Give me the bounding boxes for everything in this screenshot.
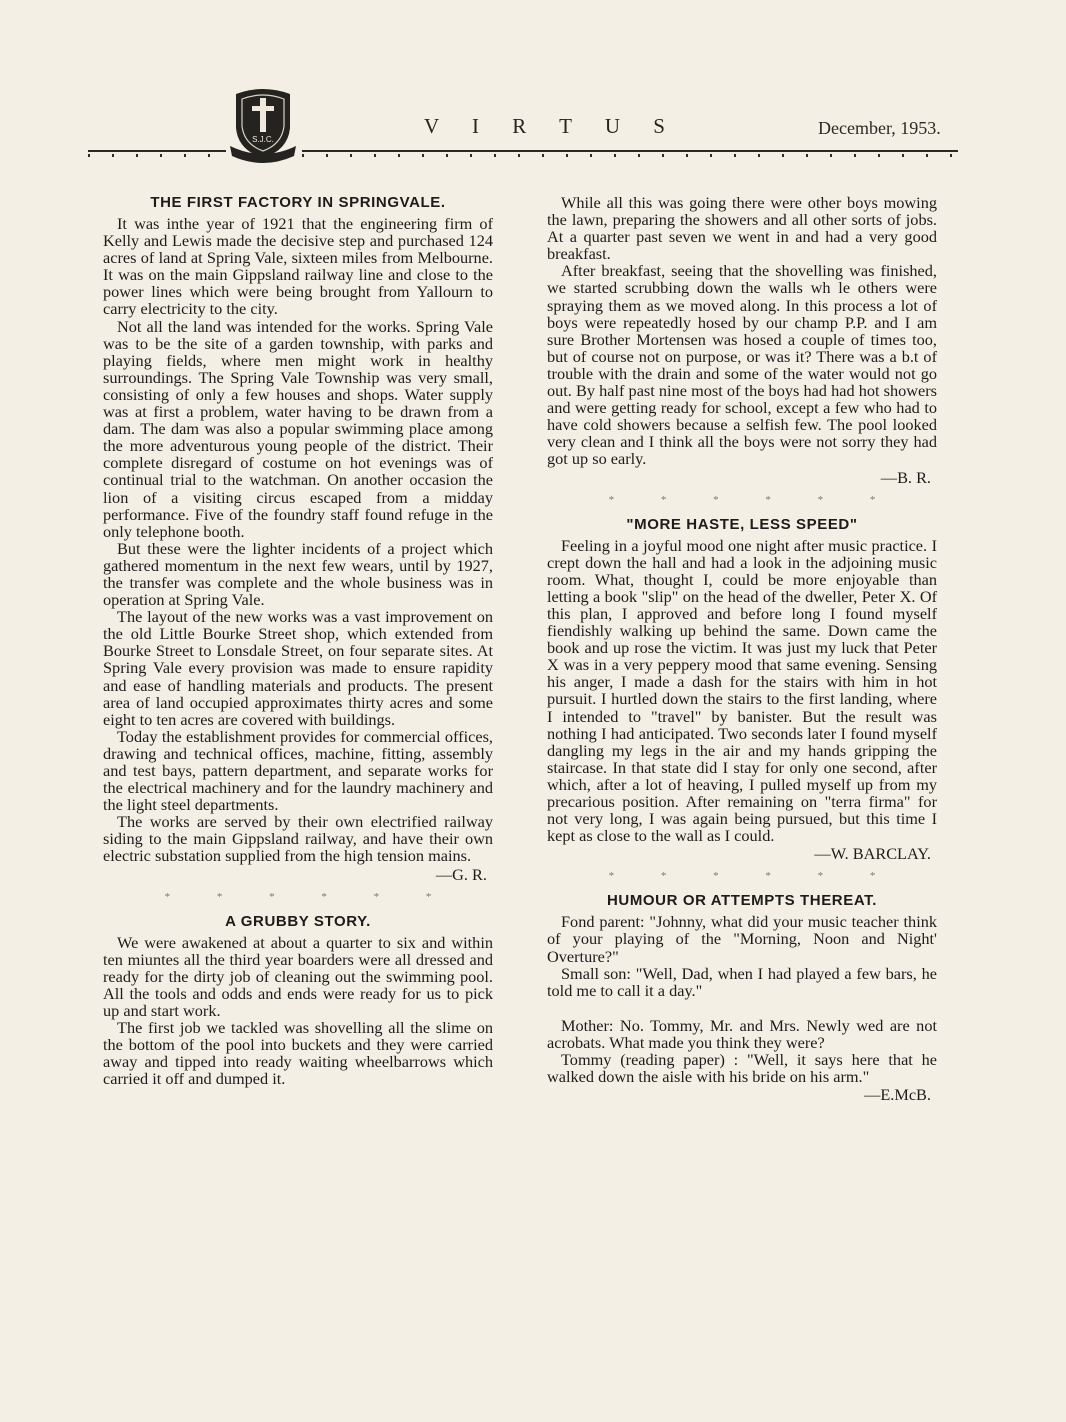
article-first-factory bbox=[103, 194, 493, 883]
author-signature: —W. BARCLAY. bbox=[814, 844, 931, 864]
section-separator: * * * * * * bbox=[608, 870, 898, 883]
article-more-haste bbox=[547, 516, 937, 863]
author-signature: —B. R. bbox=[880, 467, 931, 487]
right-column bbox=[547, 194, 937, 1103]
paragraph: Small son: "Well, Dad, when I had played a few bars, he told me to call it a day." bbox=[547, 963, 937, 1000]
masthead-title: V I R T U S bbox=[424, 114, 679, 138]
svg-text:S.J.C.: S.J.C. bbox=[252, 135, 274, 144]
article-grubby-story bbox=[103, 913, 493, 1088]
paragraph: But these were the lighter incidents of a project which gathered momentum in the next few wears, until by 1927, the transfer was complete and the whole business was in operation at Spring Vale. bbox=[103, 538, 493, 610]
author-signature: —E.McB. bbox=[864, 1085, 931, 1105]
paragraph: Today the establishment provides for commercial offices, drawing and technical offices, machine, fitting, assembly and test bays, pattern department, and separate works for the electrical machinery and for the laundry machinery and the light steel departments. bbox=[103, 726, 493, 815]
paragraph: Fond parent: "Johnny, what did your music teacher think of your playing of the "Morning, Noon and Night' Overture?" bbox=[547, 912, 937, 966]
article-title: "MORE HASTE, LESS SPEED" bbox=[626, 515, 858, 533]
paragraph: Mother: No. Tommy, Mr. and Mrs. Newly wed are not acrobats. What made you think they were? bbox=[547, 1015, 937, 1052]
masthead-rule-right bbox=[302, 150, 958, 152]
issue-date: December, 1953. bbox=[818, 118, 941, 138]
paragraph: Tommy (reading paper) : "Well, it says here that he walked down the aisle with his bride on his arm." bbox=[547, 1050, 937, 1087]
author-signature: —G. R. bbox=[435, 864, 487, 884]
paragraph: It was inthe year of 1921 that the engineering firm of Kelly and Lewis made the decisive step and purchased 124 acres of land at Spring Vale, sixteen miles from Melbourne. It was on the main Gippsland railway line and close to the power lines which were being brought from Yallourn to carry electricity to the city. bbox=[103, 214, 493, 319]
article-title: THE FIRST FACTORY IN SPRINGVALE. bbox=[150, 194, 446, 211]
paragraph: The first job we tackled was shovelling all the slime on the bottom of the pool into buckets and they were carried away and tipped into ready waiting wheelbarrows which carried it off and dumped it. bbox=[103, 1018, 493, 1089]
paragraph: We were awakened at about a quarter to six and within ten miuntes all the third year boarders were all dressed and ready for the dirty job of cleaning out the swimming pool. All the tools and odds and ends were ready for us to pick up and start work. bbox=[103, 932, 493, 1021]
spacer bbox=[547, 999, 937, 1017]
article-humour bbox=[547, 892, 937, 1103]
masthead bbox=[88, 84, 958, 170]
left-column bbox=[103, 194, 493, 1088]
paragraph: Feeling in a joyful mood one night after music practice. I crept down the hall and had a look in the adjoining music room. What, thought I, could be more enjoyable than letting a book "slip" on the head of the dweller, Peter X. Of this plan, I approved and before long I found myself fiendishly walking up behind the same. Down came the book and up rose the victim. It was just my luck that Peter X was in a very peppery mood that same evening. Sensing his anger, I made a dash for the stairs with him in hot pursuit. I hurtled down the stairs to the first landing, where I intended to "travel" by banister. But the result was nothing I had anticipated. Two seconds later I found myself dangling my legs in the air and my hands gripping the staircase. In that state did I stay for only one second, after which, after a lot of heaving, I pulled myself up from my precarious position. After remaining on "terra firma" for not very long, I was again being pursued, but this time I kept as close to the wall as I could. bbox=[547, 535, 937, 846]
article-grubby-story-continued bbox=[547, 194, 937, 486]
masthead-rule-left bbox=[88, 150, 226, 152]
paragraph: Not all the land was intended for the works. Spring Vale was to be the site of a garden township, with parks and playing fields, where men might work in healthy surroundings. The Spring Vale Township was very small, consisting of only a few houses and shops. Water supply was at first a problem, water having to be drawn from a dam. The dam was also a popular swimming place among the more adventurous young people of the district. Their complete disregard of costume on hot evenings was of continual trial to the watchman. On another occasion the lion of a visiting circus escaped from a midday performance. Five of the foundry staff found refuge in the only telephone booth. bbox=[103, 316, 493, 541]
paragraph: The layout of the new works was a vast improvement on the old Little Bourke Street shop, which extended from Bourke Street to Lonsdale Street, on four separate sites. At Spring Vale every provision was made to ensure rapidity and ease of handling materials and products. The present area of land occupied approximates thirty acres and some eight to ten acres are covered with buildings. bbox=[103, 607, 493, 729]
paragraph: The works are served by their own electrified railway siding to the main Gippsland railway, and have their own electric substation supplied from the high tension mains. bbox=[103, 812, 493, 866]
paragraph: While all this was going there were other boys mowing the lawn, preparing the showers and all other sorts of jobs. At a quarter past seven we went in and had a very good breakfast. bbox=[547, 193, 937, 264]
section-separator: * * * * * * bbox=[164, 890, 454, 903]
article-title: A GRUBBY STORY. bbox=[225, 912, 371, 930]
school-crest-icon bbox=[228, 84, 298, 164]
article-title: HUMOUR OR ATTEMPTS THEREAT. bbox=[606, 892, 878, 910]
paragraph: After breakfast, seeing that the shovelling was finished, we started scrubbing down the walls wh le others were spraying them as we moved along. In this process a lot of boys were repeatedly hosed by our champ P.P. and I am sure Brother Mortensen was hosed a couple of times too, but of course not on purpose, or was it? There was a b.t of trouble with the drain and some of the water would not go out. By half past nine most of the boys had had hot showers and were getting ready for school, except a few who had to have cold showers because a selfish few. The pool looked very clean and I think all the boys were not sorry they had got up so early. bbox=[547, 261, 937, 469]
section-separator: * * * * * * bbox=[608, 493, 898, 506]
